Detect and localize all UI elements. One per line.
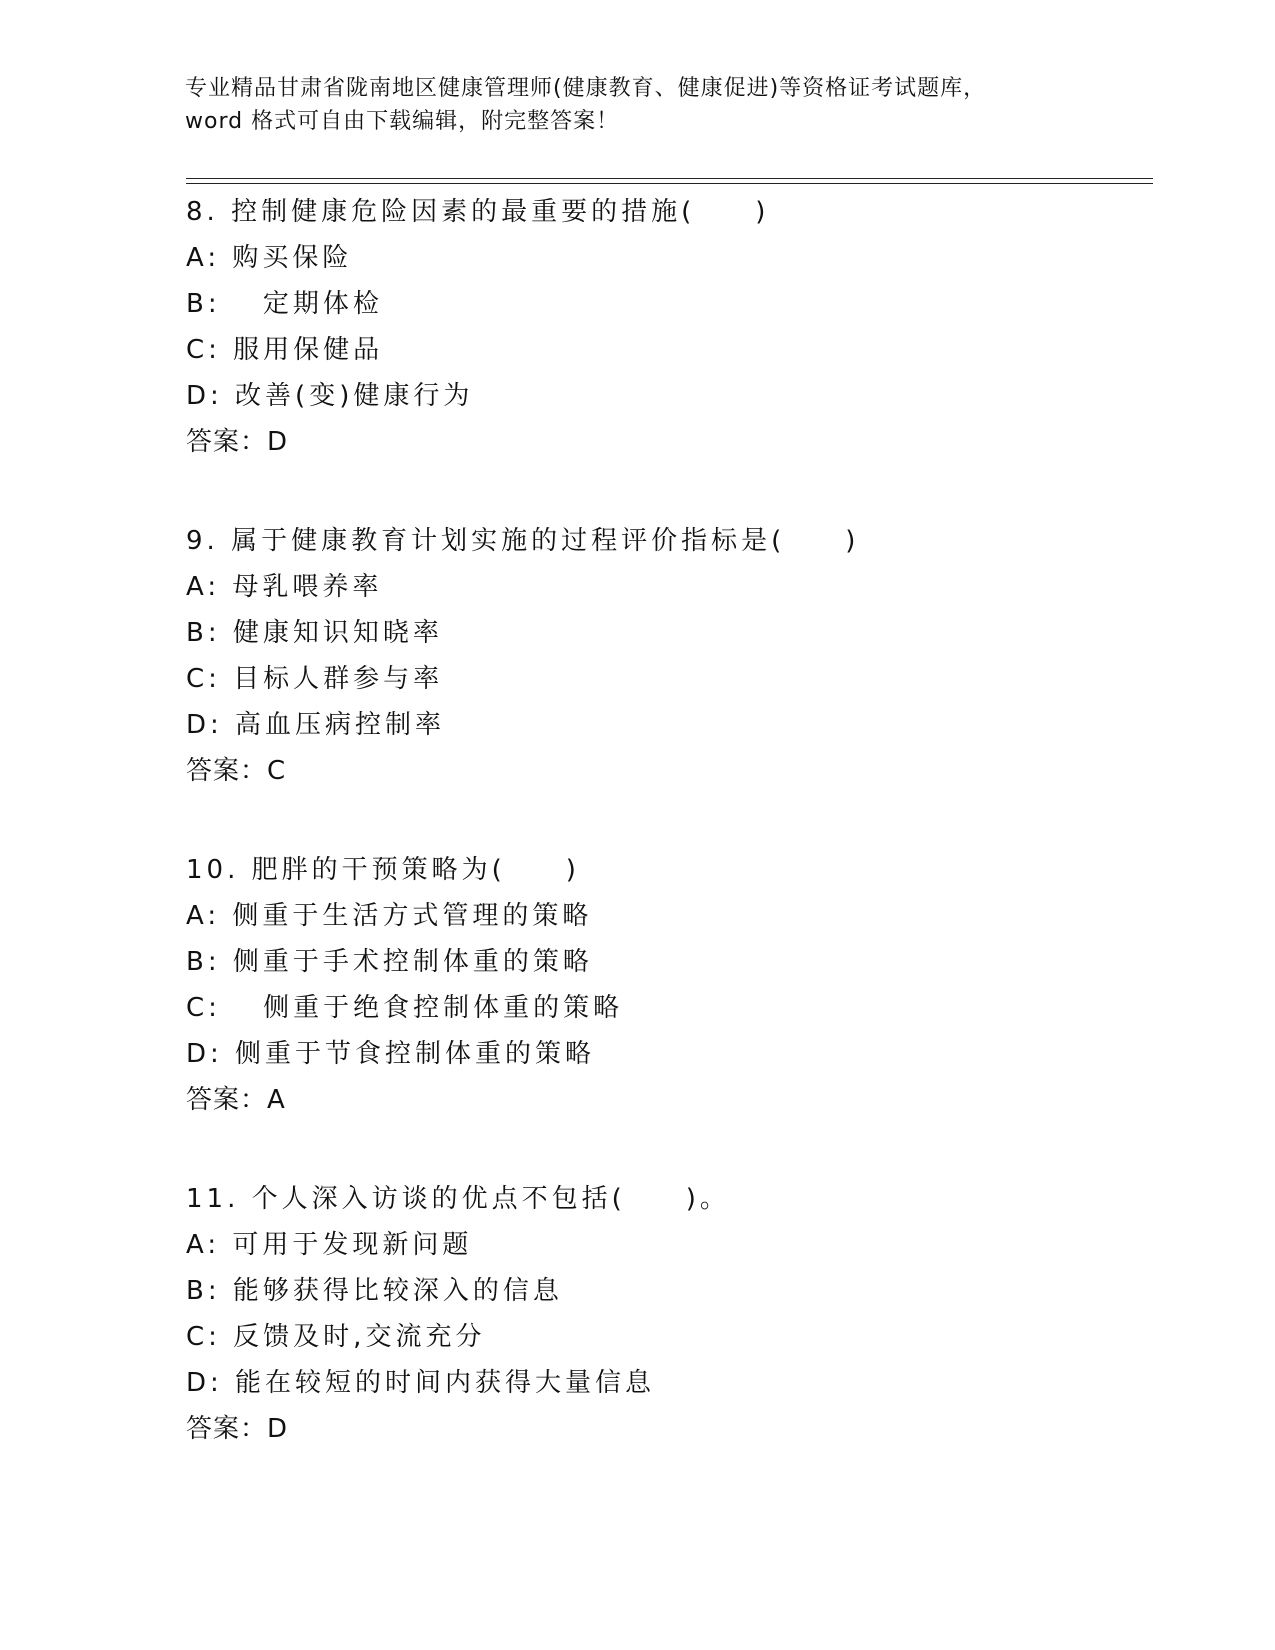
option-a: A: 侧重于生活方式管理的策略 (186, 901, 593, 931)
question-stem: 9. 属于健康教育计划实施的过程评价指标是( ) (186, 526, 860, 556)
header-line-1: 专业精品甘肃省陇南地区健康管理师(健康教育、健康促进)等资格证考试题库， (185, 76, 987, 101)
option-d: D: 侧重于节食控制体重的策略 (186, 1039, 596, 1069)
header-line-2: word 格式可自由下载编辑，附完整答案！ (185, 109, 620, 134)
option-d: D: 能在较短的时间内获得大量信息 (186, 1368, 656, 1398)
question-stem: 11. 个人深入访谈的优点不包括( )。 (186, 1184, 730, 1214)
header-divider-bottom (186, 183, 1153, 184)
option-a: A: 母乳喂养率 (186, 572, 383, 602)
answer: 答案：C (186, 756, 287, 786)
question-stem: 8. 控制健康危险因素的最重要的措施( ) (186, 197, 770, 227)
question-stem: 10. 肥胖的干预策略为( ) (186, 855, 580, 885)
answer: 答案：D (186, 1414, 289, 1444)
header-divider-top (186, 178, 1153, 179)
question-10 (186, 847, 1146, 1123)
option-b: B: 定期体检 (186, 289, 383, 319)
option-b: B: 能够获得比较深入的信息 (186, 1276, 563, 1306)
option-c: C: 侧重于绝食控制体重的策略 (186, 993, 624, 1023)
option-a: A: 可用于发现新问题 (186, 1230, 473, 1260)
option-b: B: 健康知识知晓率 (186, 618, 443, 648)
option-d: D: 高血压病控制率 (186, 710, 446, 740)
option-a: A: 购买保险 (186, 243, 353, 273)
document-header (185, 72, 1085, 138)
question-9 (186, 518, 1146, 794)
answer: 答案：A (186, 1085, 286, 1115)
option-b: B: 侧重于手术控制体重的策略 (186, 947, 593, 977)
option-d: D: 改善(变)健康行为 (186, 381, 474, 411)
option-c: C: 反馈及时,交流充分 (186, 1322, 486, 1352)
question-11 (186, 1176, 1146, 1452)
question-8 (186, 189, 1146, 465)
option-c: C: 服用保健品 (186, 335, 384, 365)
option-c: C: 目标人群参与率 (186, 664, 444, 694)
question-list (186, 189, 1146, 1505)
answer: 答案：D (186, 427, 289, 457)
